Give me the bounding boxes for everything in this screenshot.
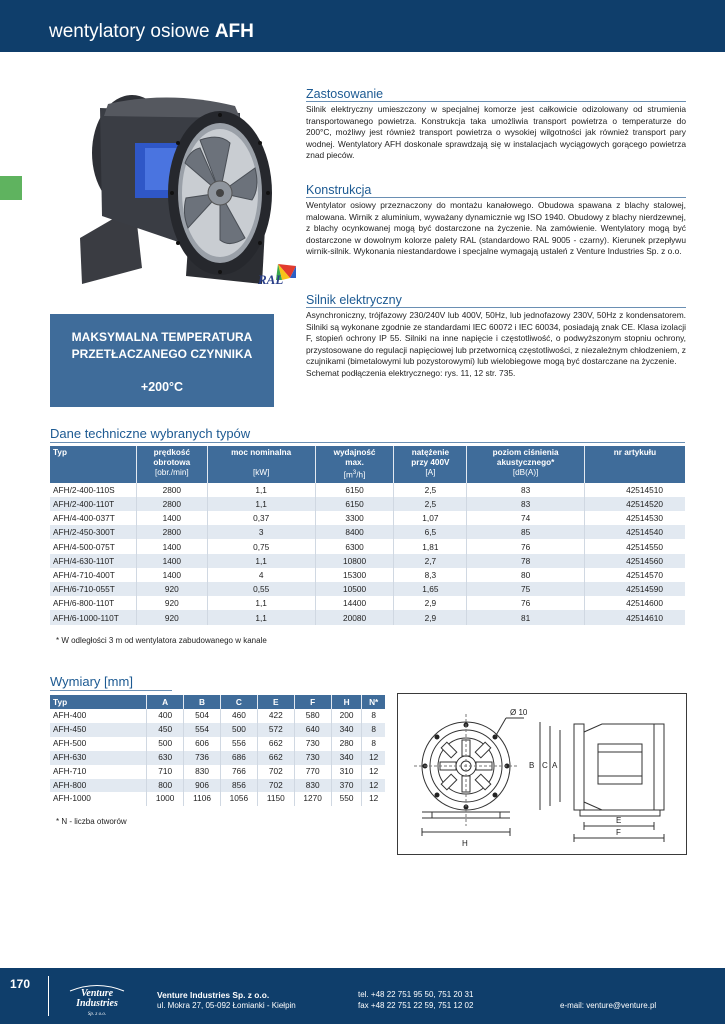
table-cell: 1,1: [207, 610, 315, 624]
table-row: [50, 568, 685, 582]
table-cell: 6,5: [394, 525, 467, 539]
table-cell: 1400: [137, 539, 208, 553]
table-cell: 83: [467, 497, 585, 511]
temp-value: +200°C: [140, 380, 184, 394]
table-cell: 0,75: [207, 539, 315, 553]
table-cell: 6150: [315, 483, 394, 497]
table-row: [50, 497, 685, 511]
table-cell: 2,9: [394, 610, 467, 624]
table-cell: 800: [147, 779, 184, 793]
unit-noise: [dB(A)]: [467, 468, 585, 483]
dim-header-cell: C: [220, 695, 257, 709]
table-cell: 500: [220, 723, 257, 737]
table-cell: 830: [294, 779, 331, 793]
unit-power: [kW]: [207, 468, 315, 483]
table-cell: 856: [220, 779, 257, 793]
col-current: natężenie przy 400V: [394, 446, 467, 468]
table-cell: 662: [258, 751, 294, 765]
table-cell: 550: [331, 792, 362, 806]
table-cell: 42514540: [584, 525, 685, 539]
table-cell: 12: [362, 751, 385, 765]
page-header: [0, 0, 725, 52]
col-article: nr artykułu: [584, 446, 685, 468]
table-cell: 15300: [315, 568, 394, 582]
table-cell: 3: [207, 525, 315, 539]
table-cell: 0,37: [207, 511, 315, 525]
dim-header-cell: N*: [362, 695, 385, 709]
tech-units-row: [50, 468, 685, 483]
table-cell: AFH/4-630-110T: [50, 554, 137, 568]
logo-venture-text: Venture: [80, 988, 114, 999]
table-cell: 1,1: [207, 483, 315, 497]
footer-divider: [48, 976, 49, 1016]
table-cell: AFH/2-400-110T: [50, 497, 137, 511]
table-cell: 1,07: [394, 511, 467, 525]
dim-header-cell: F: [294, 695, 331, 709]
label-a: A: [552, 761, 558, 770]
table-cell: 76: [467, 539, 585, 553]
tech-header-row: [50, 446, 685, 468]
table-cell: 12: [362, 792, 385, 806]
table-row: [50, 765, 385, 779]
dimension-drawing: [397, 693, 687, 855]
table-cell: 8: [362, 723, 385, 737]
tech-footnote: * W odległości 3 m od wentylatora zabudowanego w kanale: [56, 636, 267, 645]
table-cell: 42514590: [584, 582, 685, 596]
table-cell: 3300: [315, 511, 394, 525]
table-cell: 4: [207, 568, 315, 582]
company-email[interactable]: e-mail: venture@venture.pl: [560, 1001, 657, 1010]
table-cell: 340: [331, 751, 362, 765]
table-cell: 2800: [137, 525, 208, 539]
table-row: [50, 723, 385, 737]
heading-underline: [306, 101, 686, 102]
silnik-description: Asynchroniczny, trójfazowy 230/240V lub 400V, 50Hz, lub jednofazowy 230V, 50Hz z kondensatorem. Silniki są wykonane zgodnie ze standardami IEC 60072 i IEC 60034, posiadają znak CE. Klasa izolacji F, stopień ochrony IP 55. Silniki na inne napięcie i częstotliwość, o podwyższonym stopniu ochrony, przystosowane do regulacji napięciowej lub przetwornicą częstotliwości, z niezależnym chłodzeniem, z czujnikami (bimetalowymi lub pozystorowymi) lub wielobiegowe mogą być dostarczane na życzenie.: [306, 310, 686, 366]
temp-line1: MAKSYMALNA TEMPERATURA: [71, 330, 253, 344]
table-cell: 1056: [220, 792, 257, 806]
table-row: [50, 539, 685, 553]
table-cell: 606: [184, 737, 220, 751]
table-row: [50, 483, 685, 497]
table-cell: 1,1: [207, 554, 315, 568]
table-cell: 6150: [315, 497, 394, 511]
text-zastosowanie: Silnik elektryczny umieszczony w specjalnej komorze jest całkowicie odizolowany od strumienia transportowanego powietrza. Konstrukcja taka umożliwia transport powietrza o temperaturze do 200°C, możliwy jest również transport powietrza o wysokiej wilgotności jak również transport pary wodnej. Wentylatory AFH doskonale sprawdzają się w instalacjach wyciągowych gorącego powietrza znad pieców.: [306, 104, 686, 160]
heading-zastosowanie: Zastosowanie: [306, 87, 384, 101]
table-cell: AFH-450: [50, 723, 147, 737]
table-cell: AFH/4-500-075T: [50, 539, 137, 553]
table-row: [50, 596, 685, 610]
table-cell: AFH/6-800-110T: [50, 596, 137, 610]
table-cell: 42514610: [584, 610, 685, 624]
table-cell: 370: [331, 779, 362, 793]
dim-header-row: [50, 695, 385, 709]
table-cell: AFH/4-710-400T: [50, 568, 137, 582]
section-tab-marker: [0, 176, 22, 200]
table-cell: 906: [184, 779, 220, 793]
heading-underline: [306, 197, 686, 198]
table-cell: AFH-630: [50, 751, 147, 765]
dim-header-cell: B: [184, 695, 220, 709]
table-cell: 686: [220, 751, 257, 765]
ral-text: RAL: [258, 272, 284, 287]
table-cell: 730: [294, 751, 331, 765]
col-speed: prędkość obrotowa: [137, 446, 208, 468]
table-cell: 556: [220, 737, 257, 751]
drawing-svg: [398, 694, 686, 854]
table-cell: 920: [137, 582, 208, 596]
table-cell: 10500: [315, 582, 394, 596]
table-row: [50, 582, 685, 596]
table-cell: 310: [331, 765, 362, 779]
table-cell: 78: [467, 554, 585, 568]
table-cell: 504: [184, 709, 220, 723]
table-cell: 572: [258, 723, 294, 737]
table-cell: 1270: [294, 792, 331, 806]
table-cell: 662: [258, 737, 294, 751]
table-cell: 200: [331, 709, 362, 723]
table-cell: 12: [362, 779, 385, 793]
table-cell: 730: [294, 737, 331, 751]
table-cell: 1,65: [394, 582, 467, 596]
dim-header-cell: A: [147, 695, 184, 709]
table-cell: 920: [137, 596, 208, 610]
col-typ: Typ: [50, 446, 137, 468]
table-row: [50, 792, 385, 806]
table-cell: AFH/6-710-055T: [50, 582, 137, 596]
logo-industries-text: Industries: [76, 998, 118, 1009]
table-cell: 42514510: [584, 483, 685, 497]
heading-underline: [306, 307, 686, 308]
table-cell: 554: [184, 723, 220, 737]
table-cell: 1106: [184, 792, 220, 806]
table-cell: 1400: [137, 568, 208, 582]
label-e: E: [616, 816, 622, 825]
company-fax: fax +48 22 751 22 59, 751 12 02: [358, 1001, 474, 1010]
heading-silnik: Silnik elektryczny: [306, 293, 402, 307]
table-cell: AFH-400: [50, 709, 147, 723]
label-hole-diameter: Ø 10: [510, 708, 528, 717]
table-cell: 2800: [137, 497, 208, 511]
heading-underline: [50, 690, 172, 691]
table-cell: 42514520: [584, 497, 685, 511]
table-cell: 640: [294, 723, 331, 737]
table-cell: 20080: [315, 610, 394, 624]
silnik-schema-ref: Schemat podłączenia elektrycznego: rys. 11, 12 str. 735.: [306, 367, 516, 378]
logo-small-text: Sp. z o.o.: [87, 1012, 107, 1017]
table-cell: AFH-1000: [50, 792, 147, 806]
tech-table-title: Dane techniczne wybranych typów: [50, 426, 251, 441]
table-row: [50, 751, 385, 765]
label-h: H: [462, 839, 468, 848]
table-cell: 1400: [137, 511, 208, 525]
table-cell: 12: [362, 765, 385, 779]
label-b: B: [529, 761, 535, 770]
max-temperature-box: [50, 314, 274, 407]
table-cell: 42514570: [584, 568, 685, 582]
table-cell: 74: [467, 511, 585, 525]
table-cell: 1,1: [207, 497, 315, 511]
table-cell: 766: [220, 765, 257, 779]
unit-speed: [obr./min]: [137, 468, 208, 483]
table-cell: 10800: [315, 554, 394, 568]
company-phone: tel. +48 22 751 95 50, 751 20 31: [358, 990, 474, 999]
dim-header-cell: E: [258, 695, 294, 709]
table-cell: 1,1: [207, 596, 315, 610]
dim-header-cell: Typ: [50, 695, 147, 709]
dim-footnote: * N - liczba otworów: [56, 817, 127, 826]
page-title: [49, 21, 254, 43]
table-row: [50, 779, 385, 793]
table-cell: AFH-500: [50, 737, 147, 751]
table-cell: 500: [147, 737, 184, 751]
unit-current: [A]: [394, 468, 467, 483]
table-cell: 42514600: [584, 596, 685, 610]
table-cell: 830: [184, 765, 220, 779]
dimensions-table: [50, 695, 385, 806]
table-row: [50, 525, 685, 539]
table-row: [50, 511, 685, 525]
table-cell: 42514560: [584, 554, 685, 568]
dim-table-title: Wymiary [mm]: [50, 674, 133, 689]
temp-line2: PRZETŁACZANEGO CZYNNIKA: [71, 347, 253, 361]
table-cell: 6300: [315, 539, 394, 553]
dim-header-cell: H: [331, 695, 362, 709]
table-cell: 2,5: [394, 497, 467, 511]
table-cell: AFH/6-1000-110T: [50, 610, 137, 624]
table-cell: 8,3: [394, 568, 467, 582]
table-cell: 422: [258, 709, 294, 723]
label-c: C: [542, 761, 548, 770]
table-row: [50, 554, 685, 568]
table-cell: 1150: [258, 792, 294, 806]
text-konstrukcja: Wentylator osiowy przeznaczony do montażu kanałowego. Obudowa spawana z blachy stalowej, malowana. Wirnik z aluminium, wyważany dynamicznie wg ISO 1940. Obudowy z blachy nierdzewnej, z blachy ocynkowanej mogą być dostarczone na życzenie. Na zamówienie. Wentylatory mogą być dostarczone w dowolnym kolorze palety RAL (standardowo RAL 9005 - czarny). Kierunek przepływu wirnik-silnik. Wykonania niestandardowe i specjalne wymagają ustaleń z Venture Industries Sp. z o.o.: [306, 200, 686, 256]
table-cell: 81: [467, 610, 585, 624]
table-cell: 460: [220, 709, 257, 723]
table-cell: 2800: [137, 483, 208, 497]
title-bold: AFH: [214, 21, 254, 42]
table-cell: 85: [467, 525, 585, 539]
title-light: wentylatory osiowe: [49, 21, 210, 42]
table-cell: 80: [467, 568, 585, 582]
company-name: Venture Industries Sp. z o.o.: [157, 990, 270, 1000]
table-row: [50, 709, 385, 723]
tech-data-table: [50, 446, 685, 625]
table-cell: 8: [362, 709, 385, 723]
table-cell: 1,81: [394, 539, 467, 553]
company-address: ul. Mokra 27, 05-092 Łomianki - Kiełpin: [157, 1001, 296, 1010]
table-cell: 75: [467, 582, 585, 596]
label-f: F: [616, 828, 621, 837]
table-cell: 42514530: [584, 511, 685, 525]
table-cell: 14400: [315, 596, 394, 610]
table-cell: 2,7: [394, 554, 467, 568]
table-cell: 710: [147, 765, 184, 779]
table-cell: 1000: [147, 792, 184, 806]
table-cell: 630: [147, 751, 184, 765]
table-cell: 8: [362, 737, 385, 751]
table-cell: 736: [184, 751, 220, 765]
table-cell: 42514550: [584, 539, 685, 553]
col-flow: wydajność max.: [315, 446, 394, 468]
table-cell: 580: [294, 709, 331, 723]
table-cell: 770: [294, 765, 331, 779]
venture-logo: [62, 982, 132, 1018]
table-cell: 8400: [315, 525, 394, 539]
table-cell: 83: [467, 483, 585, 497]
table-row: [50, 610, 685, 624]
table-cell: AFH/2-450-300T: [50, 525, 137, 539]
table-cell: 400: [147, 709, 184, 723]
table-cell: 2,9: [394, 596, 467, 610]
table-cell: 340: [331, 723, 362, 737]
heading-underline: [50, 442, 685, 443]
table-cell: AFH/4-400-037T: [50, 511, 137, 525]
table-cell: 1400: [137, 554, 208, 568]
table-cell: AFH-800: [50, 779, 147, 793]
table-cell: 2,5: [394, 483, 467, 497]
table-cell: 450: [147, 723, 184, 737]
unit-flow: $[m^3/h]$: [315, 468, 394, 483]
text-silnik: [306, 310, 686, 379]
table-row: [50, 737, 385, 751]
table-cell: 0,55: [207, 582, 315, 596]
table-cell: AFH/2-400-110S: [50, 483, 137, 497]
table-cell: AFH-710: [50, 765, 147, 779]
table-cell: 280: [331, 737, 362, 751]
page-number: 170: [10, 977, 31, 991]
table-cell: 702: [258, 779, 294, 793]
table-cell: 702: [258, 765, 294, 779]
col-noise: poziom ciśnienia akustycznego*: [467, 446, 585, 468]
heading-konstrukcja: Konstrukcja: [306, 183, 372, 197]
table-cell: 920: [137, 610, 208, 624]
ral-logo: [256, 262, 298, 290]
col-power: moc nominalna: [207, 446, 315, 468]
table-cell: 76: [467, 596, 585, 610]
page-footer: [0, 968, 725, 1024]
